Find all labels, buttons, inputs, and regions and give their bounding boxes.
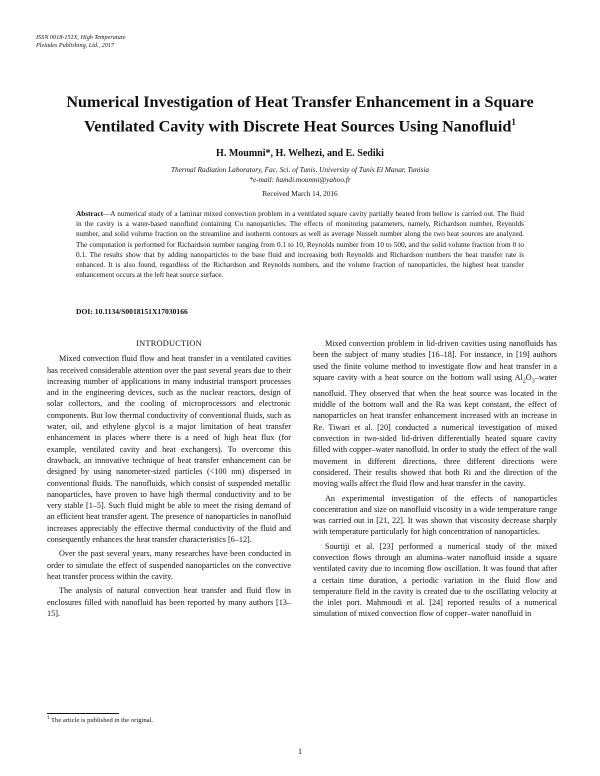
paragraph: An experimental investigation of the effects of nanoparticles concentration and size on nanofluid viscosity in a wide temperature range was carried out in [21, 22]. It was shown that viscosity decrease sharply with temperature particularly for high concentration of nanoparticles. — [313, 493, 557, 537]
footnote-text: The article is published in the original. — [51, 717, 154, 725]
page-number: 1 — [298, 747, 302, 756]
title-footnote-mark: 1 — [511, 117, 516, 127]
email: *e-mail: hamdi.moumni@yahoo.fr — [249, 175, 351, 184]
received-date: Received March 14, 2016 — [262, 189, 338, 198]
paper-title — [40, 92, 560, 136]
subscript: 2 — [522, 378, 526, 385]
affiliation: Thermal Radiation Laboratory, Fac. Sci. of Tunis, University of Tunis El Manar, Tunisia — [170, 165, 430, 174]
title-line-2-text: Ventilated Cavity with Discrete Heat Sources Using Nanofluid — [84, 117, 512, 136]
abstract — [76, 209, 524, 280]
paragraph-text: O — [525, 372, 532, 382]
doi: DOI: 10.1134/S0018151X17030166 — [76, 307, 188, 316]
paragraph: Sourtiji et al. [23] performed a numerical study of the mixed convection flows through an alumina–water nanofluid inside a square ventilated cavity due to incoming flow oscillation. It was found that after a certain time duration, a periodic variation in the fluid flow and temperature field in the cavity is created due to the oscillating velocity at the inlet port. Mahmoudi et al. [24] reported results of a numerical simulation of mixed convection flow of copper–water nanofluid in — [313, 541, 557, 619]
paragraph-text: Mixed convection problem in lid-driven cavities using nanofluids has been the subject of many studies [16–18]. For instance, in [19] authors used the finite volume method to investigate flow and heat transfer in a square cavity with a heat source on the bottom wall using Al — [313, 339, 557, 382]
footnote — [47, 716, 153, 724]
column-left — [47, 338, 291, 622]
footnote-rule — [47, 713, 119, 714]
paragraph: Over the past several years, many researches have been conducted in order to simulate the effect of suspended nanoparticles on the convective heat transfer process within the cavity. — [47, 549, 291, 581]
issn-line: ISSN 0018-151X, High Temperature — [36, 34, 126, 41]
title-line-1: Numerical Investigation of Heat Transfer Enhancement in a Square — [66, 93, 534, 111]
authors: H. Moumni*, H. Welhezi, and E. Sediki — [216, 148, 384, 159]
paragraph: The analysis of natural convection heat transfer and fluid flow in enclosures filled with nanofluid has been reported by many authors [13–15]. — [47, 586, 291, 618]
section-heading-introduction: INTRODUCTION — [136, 339, 202, 348]
subscript: 3 — [531, 378, 535, 385]
paragraph — [313, 338, 557, 490]
column-right — [313, 338, 557, 623]
footnote-mark: 1 — [47, 716, 50, 721]
paragraph: Mixed convection fluid flow and heat transfer in a ventilated cavities has received considerable attention over the past several years due to their increasing number of applications in many industrial transport processes and in the engineering devices, such as the nuclear reactors, design of solar collectors, and the cooling of microprocessors and electronic components. But low thermal conductivity of conventional fluids, such as water, oil, and ethylene glycol is a major limitation of heat transfer enhancement in places where there is a need of high heat flux (for example, ventilated cavity and heat exchangers). To overcome this drawback, an innovative technique of heat transfer enhancement can be designed by using nanometer-sized particles (<100 nm) dispersed in conventional fluids. The nanofluids, which consist of suspended metallic nanoparticles, have proven to have high thermal conductivity and to be very stable [1–5]. Such fluid might be able to meet the rising demand of an efficient heat transfer agent. The presence of nanoparticles in nanofluid increases appreciably the effective thermal conductivity of the fluid and consequently enhances the heat transfer characteristics [6–12]. — [47, 354, 291, 545]
title-line-2 — [40, 112, 560, 136]
abstract-label: Abstract — [76, 210, 103, 218]
publisher-line: Pleiades Publishing, Ltd., 2017 — [36, 42, 115, 49]
abstract-text: —A numerical study of a laminar mixed convection problem in a ventilated square cavity partially heated from bellow is carried out. The fluid in the cavity is a water-based nanofluid containing Cu nanoparticles. The effects of monitoring parameters, namely, Richardson number, Reynolds number, and solid volume fraction on the streamline and isotherm contours as well as average Nusselt number along the two heat sources are analyzed. The computation is performed for Richardson number ranging from 0.1 to 10, Reynolds number from 10 to 500, and the solid volume fraction from 0 to 0.1. The results show that by adding nanoparticles to the base fluid and increasing both Reynolds and Richardson numbers the heat transfer rate is enhanced. It is also found, regardless of the Richardson and Reynolds numbers, and the volume fraction of nanoparticles, the highest heat transfer enhancement occurs at the left heat source surface. — [76, 210, 524, 280]
paragraph-text: –water nanofluid. They observed that when the heat source was located in the middle of the bottom wall and the Ra was kept constant, the effect of nanoparticles on heat transfer enhancement increased with an increase in Re. Tiwari et al. [20] conducted a numerical investigation of mixed convection in two-sided lid-driven differentially heated square cavity filled with copper–water nanofluid. In order to study the effect of the wall movement in different directions, three different directions were considered. Their results showed that both Ri and the direction of the moving walls affect the fluid flow and heat transfer in the cavity. — [313, 372, 557, 489]
